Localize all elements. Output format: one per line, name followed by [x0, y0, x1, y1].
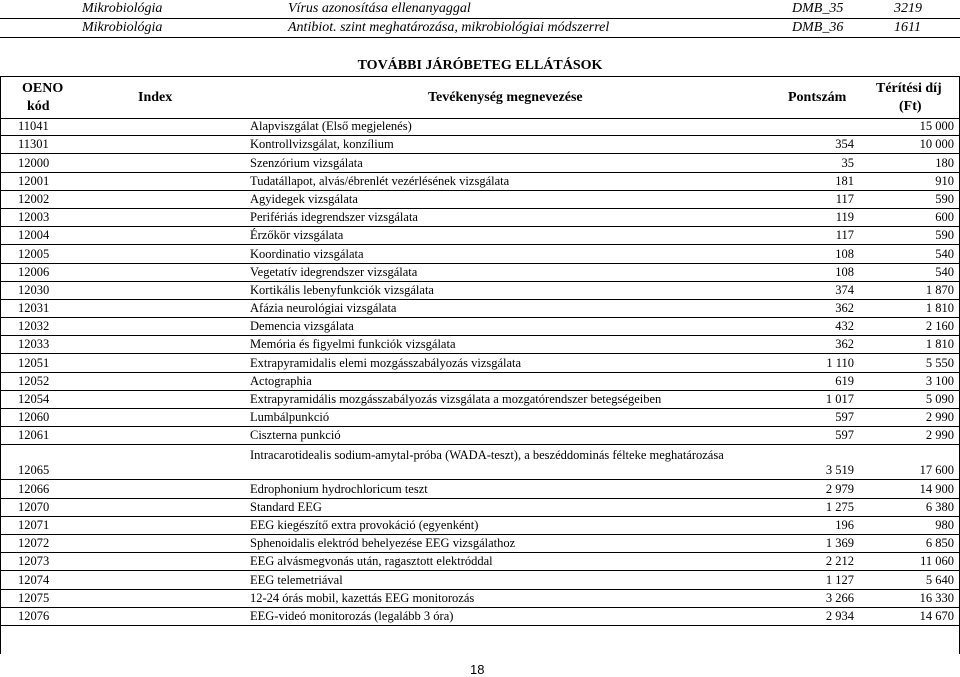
number: 3219: [894, 1, 922, 16]
table-row: [0, 209, 960, 227]
cell-code: 12004: [18, 228, 50, 243]
cell-points: 2 979: [825, 481, 854, 496]
table-row: [0, 590, 960, 608]
cell-fee: 1 810: [925, 337, 954, 352]
description: Antibiot. szint meghatározása, mikrobiológiai módszerrel: [288, 20, 610, 35]
cell-code: 12030: [18, 282, 50, 297]
table-row: [0, 409, 960, 427]
cell-name: Extrapyramidális mozgásszabályozás vizsgálata a mozgatórendszer betegségeiben: [250, 392, 662, 406]
cell-fee: 11 060: [920, 554, 954, 569]
cell-points: 181: [835, 173, 854, 188]
cell-name: Memória és figyelmi funkciók vizsgálata: [250, 337, 456, 352]
table-header: [0, 76, 960, 119]
cell-fee: 540: [935, 264, 954, 279]
table-row: [0, 118, 960, 136]
cell-points: 108: [835, 246, 854, 261]
cell-code: 12000: [18, 155, 50, 170]
previous-section-rows: [0, 0, 960, 38]
cell-code: 12052: [18, 373, 50, 388]
cell-points: 196: [835, 517, 854, 532]
cell-code: 12003: [18, 210, 50, 225]
cell-points: 432: [835, 319, 854, 334]
cell-name: Demencia vizsgálata: [250, 319, 354, 334]
cell-code: 12060: [18, 410, 50, 425]
cell-name: Kontrollvizsgálat, konzílium: [250, 137, 394, 152]
cell-points: 2 212: [825, 554, 854, 569]
cell-code: 11301: [18, 137, 49, 152]
cell-name: Lumbálpunkció: [250, 410, 330, 425]
table-row: [0, 136, 960, 154]
cell-points: 597: [835, 428, 854, 443]
cell-points: 117: [835, 228, 854, 243]
cell-code: 12005: [18, 246, 50, 261]
cell-fee: 1 810: [925, 301, 954, 316]
table-row: [0, 553, 960, 571]
cell-points: 1 110: [826, 355, 854, 370]
cell-code: 12071: [18, 517, 50, 532]
cell-name: Sphenoidalis elektród behelyezése EEG vizsgálathoz: [250, 536, 516, 551]
cell-name: Extrapyramidalis elemi mozgásszabályozás vizsgálata: [250, 355, 522, 370]
col-activity: Tevékenység megnevezése: [428, 90, 583, 105]
table-row: [0, 318, 960, 336]
cell-points: 362: [835, 337, 854, 352]
cell-code: 12006: [18, 264, 50, 279]
cell-name: Szenzórium vizsgálata: [250, 155, 363, 170]
cell-points: 619: [835, 373, 854, 388]
cell-name: Koordinatio vizsgálata: [250, 246, 364, 261]
data-table: [0, 118, 960, 626]
table-row: [0, 445, 960, 480]
table-row: [0, 608, 960, 626]
cell-fee: 14 670: [919, 608, 954, 623]
col-oeno-line1: OENO: [22, 81, 64, 96]
description: Vírus azonosítása ellenanyaggal: [288, 1, 471, 16]
table-row: [0, 391, 960, 409]
cell-fee: 6 380: [925, 499, 954, 514]
previous-row: [0, 0, 960, 19]
cell-name: Agyidegek vizsgálata: [250, 191, 358, 206]
cell-fee: 10 000: [919, 137, 954, 152]
cell-name: Edrophonium hydrochloricum teszt: [250, 481, 428, 496]
cell-points: 3 266: [825, 590, 854, 605]
code: DMB_36: [792, 20, 844, 35]
cell-fee: 1 870: [925, 282, 954, 297]
cell-name: Standard EEG: [250, 499, 322, 514]
cell-name: EEG-videó monitorozás (legalább 3 óra): [250, 608, 454, 623]
cell-code: 12073: [18, 554, 50, 569]
cell-fee: 2 990: [925, 410, 954, 425]
cell-code: 12066: [18, 481, 50, 496]
table-row: [0, 227, 960, 245]
cell-code: 12072: [18, 536, 50, 551]
cell-fee: 15 000: [919, 119, 954, 134]
cell-points: 3 519: [825, 463, 854, 478]
cell-points: 35: [841, 155, 854, 170]
number: 1611: [894, 20, 921, 35]
cell-points: 2 934: [825, 608, 854, 623]
cell-code: 12070: [18, 499, 50, 514]
table-row: [0, 480, 960, 498]
cell-fee: 2 990: [925, 428, 954, 443]
cell-points: 354: [835, 137, 854, 152]
cell-code: 12074: [18, 572, 50, 587]
table-row: [0, 245, 960, 263]
cell-code: 12065: [18, 463, 50, 478]
table-border-left: [0, 76, 1, 654]
cell-code: 12002: [18, 191, 50, 206]
cell-points: 1 017: [825, 392, 854, 406]
cell-code: 12076: [18, 608, 50, 623]
col-points: Pontszám: [788, 90, 847, 105]
cell-fee: 17 600: [919, 463, 954, 478]
col-index: Index: [138, 90, 173, 105]
cell-name: EEG alvásmegvonás után, ragasztott elektróddal: [250, 554, 493, 569]
cell-fee: 3 100: [925, 373, 954, 388]
cell-fee: 16 330: [919, 590, 954, 605]
cell-name: Actographia: [250, 373, 312, 388]
cell-code: 12001: [18, 173, 50, 188]
table-row: [0, 336, 960, 354]
table-row: [0, 264, 960, 282]
cell-fee: 180: [935, 155, 954, 170]
section-title: TOVÁBBI JÁRÓBETEG ELLÁTÁSOK: [357, 58, 603, 73]
previous-row: [0, 19, 960, 38]
cell-code: 12054: [18, 392, 50, 406]
table-row: [0, 300, 960, 318]
table-row: [0, 517, 960, 535]
cell-code: 12075: [18, 590, 50, 605]
cell-code: 12061: [18, 428, 50, 443]
subject: Mikrobiológia: [82, 1, 163, 16]
cell-name: Intracarotidealis sodium-amytal-próba (WADA-teszt), a beszéddominás félteke meghatározása: [250, 448, 724, 463]
cell-name: Érzőkör vizsgálata: [250, 228, 344, 243]
cell-fee: 910: [935, 173, 954, 188]
table-row: [0, 373, 960, 391]
cell-fee: 590: [935, 191, 954, 206]
table-row: [0, 427, 960, 445]
cell-points: 1 275: [825, 499, 854, 514]
table-row: [0, 571, 960, 589]
cell-code: 12033: [18, 337, 50, 352]
cell-name: Alapviszgálat (Első megjelenés): [250, 119, 412, 134]
cell-name: 12-24 órás mobil, kazettás EEG monitorozás: [250, 590, 475, 605]
cell-points: 1 127: [825, 572, 854, 587]
cell-fee: 6 850: [925, 536, 954, 551]
cell-fee: 590: [935, 228, 954, 243]
table-row: [0, 354, 960, 372]
cell-name: Kortikális lebenyfunkciók vizsgálata: [250, 282, 434, 297]
code: DMB_35: [792, 1, 844, 16]
cell-fee: 2 160: [925, 319, 954, 334]
cell-fee: 5 550: [925, 355, 954, 370]
cell-fee: 540: [935, 246, 954, 261]
cell-code: 12031: [18, 301, 50, 316]
cell-points: 374: [835, 282, 854, 297]
cell-name: Vegetatív idegrendszer vizsgálata: [250, 264, 418, 279]
cell-points: 119: [835, 210, 854, 225]
col-oeno-line2: kód: [27, 99, 50, 114]
cell-points: 362: [835, 301, 854, 316]
cell-name: Ciszterna punkció: [250, 428, 341, 443]
table-row: [0, 499, 960, 517]
page-number: 18: [470, 662, 485, 677]
subject: Mikrobiológia: [82, 20, 163, 35]
col-fee-line2: (Ft): [899, 99, 922, 114]
col-fee-line1: Térítési díj: [876, 81, 942, 96]
cell-name: EEG telemetriával: [250, 572, 343, 587]
table-row: [0, 282, 960, 300]
cell-points: 597: [835, 410, 854, 425]
cell-points: 117: [835, 191, 854, 206]
cell-fee: 5 640: [925, 572, 954, 587]
cell-points: 1 369: [825, 536, 854, 551]
cell-fee: 14 900: [919, 481, 954, 496]
cell-name: Tudatállapot, alvás/ébrenlét vezérlésének vizsgálata: [250, 173, 510, 188]
cell-fee: 5 090: [925, 392, 954, 406]
cell-code: 11041: [18, 119, 49, 134]
cell-code: 12032: [18, 319, 50, 334]
table-row: [0, 173, 960, 191]
cell-code: 12051: [18, 355, 50, 370]
cell-name: Afázia neurológiai vizsgálata: [250, 301, 397, 316]
table-row: [0, 535, 960, 553]
cell-fee: 600: [935, 210, 954, 225]
cell-name: Perifériás idegrendszer vizsgálata: [250, 210, 418, 225]
cell-name: EEG kiegészítő extra provokáció (egyenként): [250, 517, 479, 532]
table-row: [0, 154, 960, 172]
table-row: [0, 191, 960, 209]
cell-fee: 980: [935, 517, 954, 532]
cell-points: 108: [835, 264, 854, 279]
